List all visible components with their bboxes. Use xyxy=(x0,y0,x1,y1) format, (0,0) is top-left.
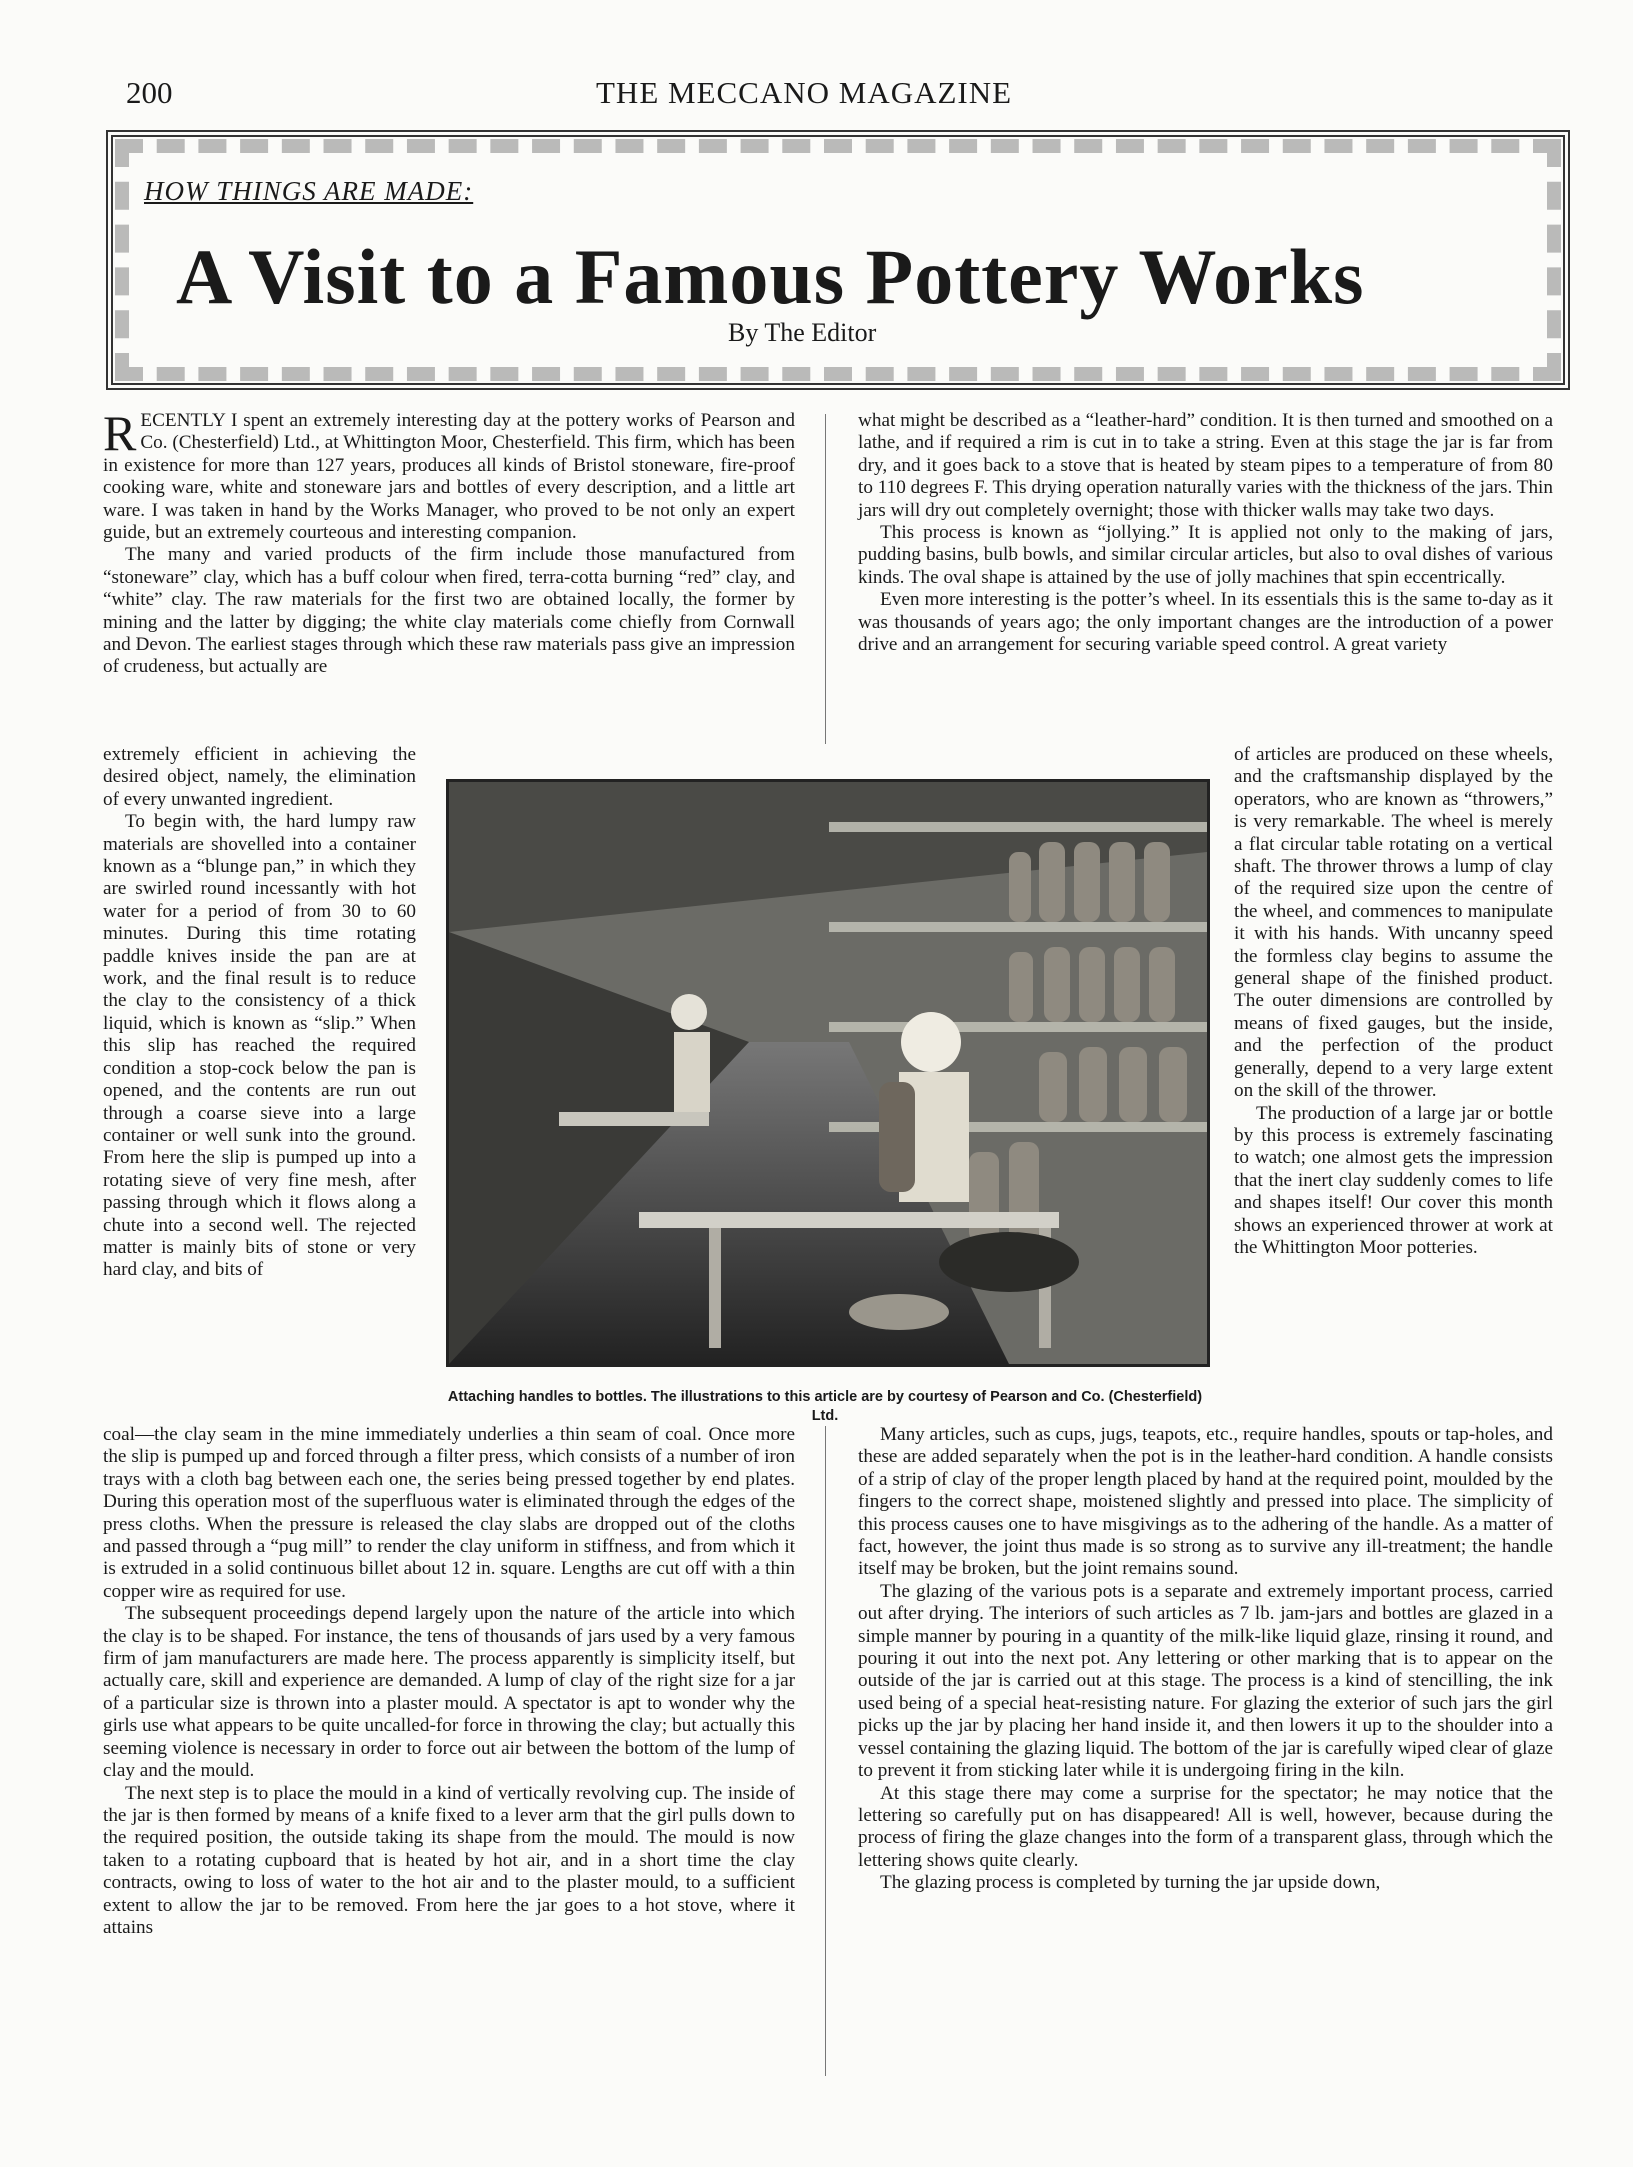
article-column-right-top xyxy=(858,410,1553,656)
paragraph: At this stage there may come a surprise for the spectator; he may notice that the lettering so carefully put on has disappeared! All is well, however, because during the process of firing the glaze changes into the form of a transparent glass, through which the lettering shows quite clearly. xyxy=(858,1782,1553,1871)
paragraph: coal—the clay seam in the mine immediately underlies a thin seam of coal. Once more the slip is pumped up and forced through a filter press, which consists of a number of iron trays with a cloth bag between each one, the series being pressed together by end plates. During this operation most of the superfluous water is eliminated through the edges of the press cloths. When the pressure is released the clay slabs are dropped out of the cloths and passed through a “pug mill” to render the clay uniform in stiffness, and from which it is extruded in a solid continuous billet about 12 in. square. Lengths are cut off with a thin copper wire as required for use. xyxy=(103,1424,795,1602)
byline: By The Editor xyxy=(728,318,877,347)
paragraph: RECENTLY I spent an extremely interesting day at the pottery works of Pearson and Co. (Chesterfield) Ltd., at Whittington Moor, Chesterfield. This firm, which has been in existence for more than 127 years, produces all kinds of Bristol stoneware, fire-proof cooking ware, white and stoneware jars and bottles of every description, and a little art ware. I was taken in hand by the Works Manager, who proved to be not only an expert guide, but an extremely courteous and interesting companion. xyxy=(103,405,795,544)
paragraph: This process is known as “jollying.” It is applied not only to the making of jars, pudding basins, bulb bowls, and similar circular articles, but also to oval dishes of various kinds. The oval shape is attained by the use of jolly machines that spin eccentrically. xyxy=(858,522,1553,588)
running-title: THE MECCANO MAGAZINE xyxy=(596,75,1013,110)
paragraph: The production of a large jar or bottle by this process is extremely fascinating to watch; one almost gets the impression that the inert clay suddenly comes to life and shapes itself! Our cover this month shows an experienced thrower at work at the Whittington Moor potteries. xyxy=(1234,1102,1553,1258)
paragraph: what might be described as a “leather-hard” condition. It is then turned and smoothed on a lathe, and if required a rim is cut in to take a string. Even at this stage the jar is far from dry, and it goes back to a stove that is heated by steam pipes to a temperature of from 80 to 110 degrees F. This drying operation naturally varies with the thickness of the jars. Thin jars will dry out completely overnight; those with thicker walls may take two days. xyxy=(858,410,1553,521)
paragraph: The glazing of the various pots is a separate and extremely important process, carried out after drying. The interiors of such articles as 7 lb. jam-jars and bottles are glazed in a simple manner by pouring in a quantity of the milk-like liquid glaze, rinsing it round, and pouring it out into the next pot. Any lettering or other marking that is to appear on the outside of the jar is carried out at this stage. The process is a kind of stencilling, the ink used being of a special heat-resisting nature. For glazing the exterior of such jars the girl picks up the jar by placing her hand inside it, and then lowers it up to the shoulder into a vessel containing the glazing liquid. The bottom of the jar is carefully wiped clear of glaze to prevent it from sticking later while it is undergoing firing in the kiln. xyxy=(858,1580,1553,1782)
paragraph: The glazing process is completed by turning the jar upside down, xyxy=(880,1872,1381,1894)
paragraph: Many articles, such as cups, jugs, teapots, etc., require handles, spouts or tap-holes, and these are added separately when the pot is in the leather-hard condition. A handle consists of a strip of clay of the proper length placed by hand at the required point, moulded by the fingers to the correct shape, moistened slightly and pressed into place. The simplicity of this process causes one to have misgivings as to the adhering of the handle. As a matter of fact, however, the joint thus made is so strong as to survive any ill-treatment; the handle itself may be broken, but the joint remains sound. xyxy=(858,1424,1553,1580)
paragraph: The next step is to place the mould in a kind of vertically revolving cup. The inside of the jar is then formed by means of a knife fixed to a lever arm that the girl pulls down to the required position, the outside taking its shape from the mould. The mould is now taken to a rotating cupboard that is heated by hot air, and in a short time the clay contracts, owing to loss of water to the hot air and to the plaster mould, to a sufficient extent to allow the jar to be removed. From here the jar goes to a hot stove, where it attains xyxy=(103,1782,795,1938)
drop-cap: R xyxy=(103,405,137,461)
article-column-right-bottom xyxy=(858,1424,1553,1895)
article-column-right-mid xyxy=(1234,744,1553,1259)
column-divider xyxy=(825,1426,826,2076)
column-divider xyxy=(825,414,826,744)
pottery-workshop-photo xyxy=(446,779,1210,1367)
paragraph: Even more interesting is the potter’s wheel. In its essentials this is the same to-day as it was thousands of years ago; the only important changes are the introduction of a power drive and an arrangement for securing variable speed control. A great variety xyxy=(858,589,1553,656)
series-kicker: HOW THINGS ARE MADE: xyxy=(144,176,474,206)
page-number: 200 xyxy=(126,75,173,110)
article-headline: A Visit to a Famous Pottery Works xyxy=(176,233,1365,320)
article-column-left-mid xyxy=(103,744,416,1282)
paragraph: The many and varied products of the firm include those manufactured from “stoneware” clay, which has a buff colour when fired, terra-cotta burning “red” clay, and “white” clay. The raw materials for the first two are obtained locally, the former by mining and the latter by digging; the white clay materials come chiefly from Cornwall and Devon. The earliest stages through which these raw materials pass give an impression of crudeness, but actually are xyxy=(103,544,795,678)
paragraph: To begin with, the hard lumpy raw materials are shovelled into a container known as a “blunge pan,” in which they are swirled round incessantly with hot water for a period of from 30 to 60 minutes. During this time rotating paddle knives inside the pan are at work, and the final result is to reduce the clay to the consistency of a thick liquid, which is known as “slip.” When this slip has reached the required condition a stop-cock below the pan is opened, and the contents are run out through a coarse sieve into a large container or well sunk into the ground. From here the slip is pumped up into a rotating sieve of very fine mesh, after passing through which it flows along a chute into a second well. The rejected matter is mainly bits of stone or very hard clay, and bits of xyxy=(103,811,416,1281)
photo-caption: Attaching handles to bottles. The illustrations to this article are by courtesy of Pearson and Co. (Chesterfield) Ltd. xyxy=(447,1389,1203,1424)
paragraph: extremely efficient in achieving the desired object, namely, the elimination of every unwanted ingredient. xyxy=(103,744,416,810)
paragraph: of articles are produced on these wheels, and the craftsmanship displayed by the operators, who are known as “throwers,” is very remarkable. The wheel is merely a flat circular table rotating on a vertical shaft. The thrower throws a lump of clay of the required size upon the centre of the wheel, and commences to manipulate it with his hands. With uncanny speed the formless clay begins to assume the general shape of the finished product. The outer dimensions are controlled by means of fixed gauges, but the inside, and the perfection of the product generally, depend to a very large extent on the skill of the thrower. xyxy=(1234,744,1553,1102)
workshop-illustration xyxy=(449,782,1207,1364)
paragraph: The subsequent proceedings depend largely upon the nature of the article into which the clay is to be shaped. For instance, the tens of thousands of jars used by a very famous firm of jam manufacturers are made here. The process apparently is simplicity itself, but actually care, skill and experience are demanded. A lump of clay of the right size for a jar of a particular size is thrown into a plaster mould. A spectator is apt to wonder why the girls use what appears to be quite uncalled-for force in throwing the clay; but actually this seeming violence is necessary in order to force out air between the bottom of the lump of clay and the mould. xyxy=(103,1603,795,1782)
article-column-left-bottom xyxy=(103,1424,795,1939)
article-column-left-top xyxy=(103,405,795,679)
